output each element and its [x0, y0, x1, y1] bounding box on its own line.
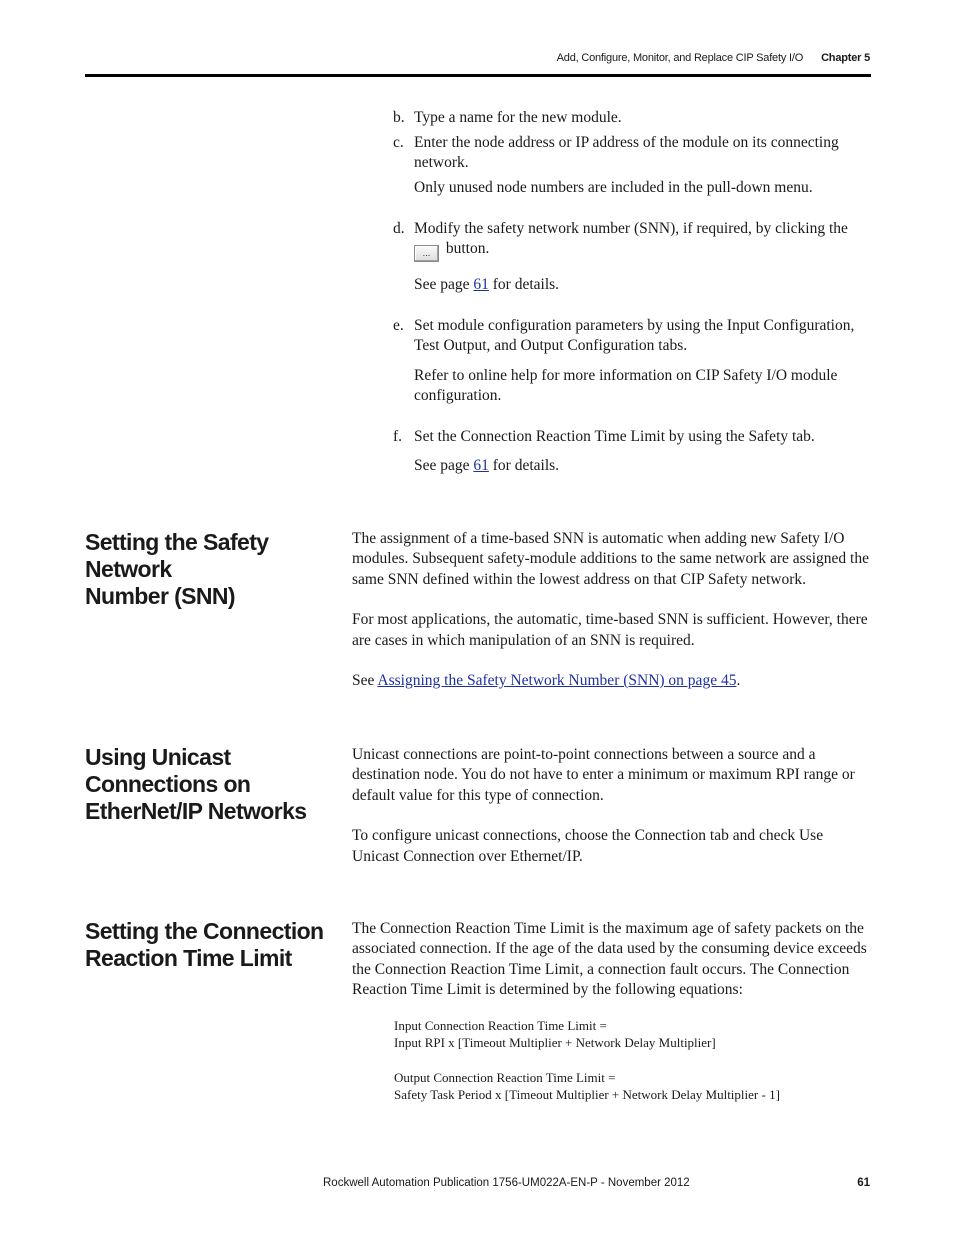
- step-b-text: Type a name for the new module.: [414, 109, 622, 126]
- header-chapter: Chapter 5: [821, 52, 870, 64]
- snn-see-suffix: .: [736, 672, 741, 690]
- step-d-block: [414, 219, 872, 262]
- cross-reference-link[interactable]: Assigning the Safety Network Number (SNN) on page 45: [377, 672, 737, 690]
- section-heading-unicast: [85, 744, 355, 825]
- footer-page-number: 61: [857, 1177, 870, 1189]
- step-f-see: [414, 456, 872, 476]
- snn-see-prefix: See: [352, 672, 375, 690]
- step-b-letter: b.: [393, 109, 405, 126]
- header-rule: [85, 74, 871, 77]
- unicast-paragraph-1: Unicast connections are point-to-point connections between a source and a destination node. You do not have to enter a minimum or maximum RPI range or default value for this type of connection.: [352, 746, 855, 804]
- equation-input: [394, 1017, 716, 1051]
- step-f-see-suffix: for details.: [492, 457, 560, 474]
- step-c-text: Enter the node address or IP address of the module on its connecting network.: [414, 134, 839, 172]
- step-d-text: Modify the safety network number (SNN), if required, by clicking the: [414, 220, 848, 237]
- step-e-note: Refer to online help for more information on CIP Safety I/O module configuration.: [414, 367, 838, 405]
- step-d-see: [414, 275, 872, 295]
- step-e-letter: e.: [393, 317, 404, 334]
- snn-paragraph-1: The assignment of a time-based SNN is automatic when adding new Safety I/O modules. Subsequent safety-module additions to the same network are assigned the same SNN defined within the lowest address on that CIP Safety network.: [352, 530, 869, 588]
- step-d-text-after-button: button.: [445, 240, 490, 258]
- step-f-text: Set the Connection Reaction Time Limit by using the Safety tab.: [414, 428, 815, 445]
- crtl-paragraph-1: The Connection Reaction Time Limit is the maximum age of safety packets on the associated connection. If the age of the data used by the consuming device exceeds the Connection Reaction Time Limit, a connection fault occurs. The Connection Reaction Time Limit is determined by the following equations:: [352, 920, 867, 999]
- step-c-note: Only unused node numbers are included in the pull-down menu.: [414, 179, 813, 196]
- ellipsis-button[interactable]: ...: [414, 245, 439, 262]
- heading-line: Number (SNN): [85, 583, 235, 609]
- footer-publication: Rockwell Automation Publication 1756-UM022A-EN-P - November 2012: [323, 1177, 690, 1189]
- page-link[interactable]: 61: [473, 457, 489, 474]
- section-body-crtl: [352, 919, 874, 1001]
- equation-line: Input RPI x [Timeout Multiplier + Network Delay Multiplier]: [394, 1035, 716, 1050]
- snn-paragraph-2: For most applications, the automatic, time-based SNN is sufficient. However, there are cases in which manipulation of an SNN is required.: [352, 611, 868, 649]
- heading-line: Reaction Time Limit: [85, 945, 292, 971]
- step-f-see-prefix: See page: [414, 457, 470, 474]
- unicast-paragraph-2: To configure unicast connections, choose the Connection tab and check Use Unicast Connection over Ethernet/IP.: [352, 827, 824, 865]
- step-e-text: Set module configuration parameters by using the Input Configuration, Test Output, and Output Configuration tabs.: [414, 317, 855, 355]
- section-heading-crtl: [85, 918, 345, 972]
- section-heading-snn: [85, 529, 345, 610]
- step-c-letter: c.: [393, 134, 404, 151]
- equation-line: Output Connection Reaction Time Limit =: [394, 1070, 616, 1085]
- heading-line: Using Unicast Connections on: [85, 744, 251, 797]
- section-body-unicast: [352, 745, 874, 867]
- page-link[interactable]: 61: [473, 276, 489, 293]
- equation-line: Safety Task Period x [Timeout Multiplier + Network Delay Multiplier - 1]: [394, 1087, 780, 1102]
- heading-line: Setting the Connection: [85, 918, 324, 944]
- equation-line: Input Connection Reaction Time Limit =: [394, 1018, 607, 1033]
- step-d-see-suffix: for details.: [492, 276, 560, 293]
- section-body-snn: [352, 529, 874, 691]
- snn-paragraph-3: [352, 671, 874, 691]
- step-d-letter: d.: [393, 220, 405, 237]
- header-section-title: Add, Configure, Monitor, and Replace CIP Safety I/O: [556, 52, 804, 64]
- equation-output: [394, 1069, 780, 1103]
- heading-line: Setting the Safety Network: [85, 529, 269, 582]
- heading-line: EtherNet/IP Networks: [85, 798, 307, 824]
- step-d-see-prefix: See page: [414, 276, 470, 293]
- running-header: [557, 52, 870, 64]
- step-f-letter: f.: [393, 428, 403, 445]
